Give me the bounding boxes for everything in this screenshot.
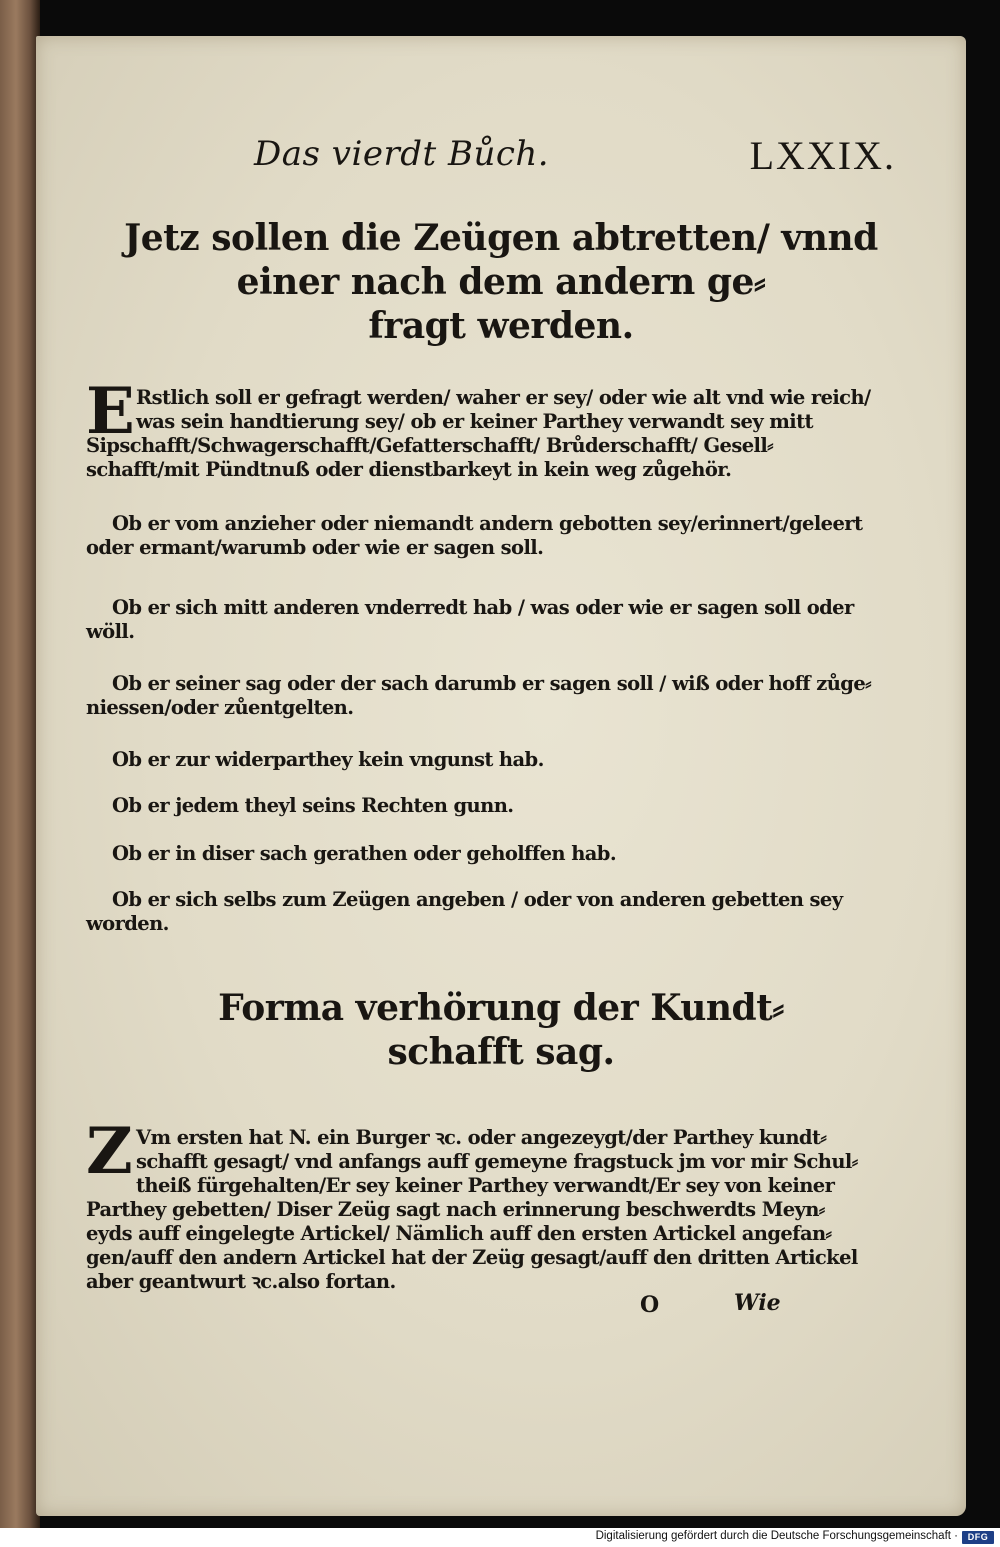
text-line: oder ermant/warumb oder wie er sagen soll. [86, 536, 544, 559]
heading-line: Jetz sollen die Zeügen abtretten/ vnnd [124, 217, 878, 259]
text-line: theiß fürgehalten/Er sey keiner Parthey verwandt/Er sey von keiner [136, 1174, 835, 1197]
paragraph-question [86, 794, 846, 818]
text-line: Parthey gebetten/ Diser Zeüg sagt nach erinnerung beschwerdts Meyn⸗ [86, 1198, 825, 1221]
page-content [36, 36, 966, 1516]
heading-line: Forma verhörung der Kundt⸗ [218, 987, 784, 1029]
book-page [36, 36, 966, 1516]
text-line: Vm ersten hat N. ein Burger ꝛc. oder angezeygt/der Parthey kundt⸗ [136, 1126, 827, 1149]
dfg-logo: DFG [962, 1531, 994, 1544]
paragraph-question [86, 672, 872, 720]
book-binding-edge [0, 0, 40, 1528]
digitization-footer [0, 1528, 1000, 1547]
paragraph-question [86, 842, 846, 866]
paragraph-testimony [86, 1114, 858, 1294]
text-line: Ob er in diser sach gerathen oder geholffen hab. [112, 842, 617, 865]
paragraph-question [86, 512, 863, 560]
heading-line: fragt werden. [368, 305, 634, 347]
section-heading-forma [36, 986, 966, 1074]
paragraph-question [86, 596, 854, 644]
text-line: Sipschafft/Schwagerschafft/Gefatterschafft/ Brůderschafft/ Gesell⸗ [86, 434, 774, 457]
catchword: Wie [734, 1290, 781, 1316]
text-line: Ob er sich selbs zum Zeügen angeben / oder von anderen gebetten sey [112, 888, 843, 911]
running-title: Das vierdt Bůch. [254, 134, 550, 174]
text-line: aber geantwurt ꝛc.also fortan. [86, 1270, 396, 1293]
paragraph-question [86, 748, 846, 772]
text-line: Rstlich soll er gefragt werden/ waher er sey/ oder wie alt vnd wie reich/ [136, 386, 871, 409]
drop-cap: E [86, 374, 135, 449]
paragraph-question [86, 888, 846, 936]
text-line: niessen/oder zůentgelten. [86, 696, 354, 719]
text-line: Ob er vom anzieher oder niemandt andern gebotten sey/erinnert/geleert [112, 512, 863, 535]
section-heading-witnesses [36, 216, 966, 348]
text-line: schafft gesagt/ vnd anfangs auff gemeyne fragstuck jm vor mir Schul⸗ [136, 1150, 858, 1173]
text-line: gen/auff den andern Artickel hat der Zeüg gesagt/auff den dritten Artickel [86, 1246, 858, 1269]
signature-mark: O [640, 1292, 660, 1318]
folio-number: LXXIX. [749, 133, 896, 178]
text-line: schafft/mit Pündtnuß oder dienstbarkeyt in kein weg zůgehör. [86, 458, 732, 481]
text-line: worden. [86, 912, 169, 935]
text-line: wöll. [86, 620, 135, 643]
text-line: Ob er jedem theyl seins Rechten gunn. [112, 794, 514, 817]
text-line: Ob er seiner sag oder der sach darumb er sagen soll / wiß oder hoff zůge⸗ [112, 672, 872, 695]
text-line: was sein handtierung sey/ ob er keiner Parthey verwandt sey mitt [136, 410, 813, 433]
text-line: eyds auff eingelegte Artickel/ Nämlich auff den ersten Artickel angefan⸗ [86, 1222, 832, 1245]
drop-cap: Z [86, 1114, 133, 1189]
paragraph-first-questions [86, 374, 871, 482]
heading-line: schafft sag. [387, 1031, 615, 1073]
text-line: Ob er sich mitt anderen vnderredt hab / was oder wie er sagen soll oder [112, 596, 854, 619]
text-line: Ob er zur widerparthey kein vngunst hab. [112, 748, 544, 771]
heading-line: einer nach dem andern ge⸗ [236, 261, 766, 303]
funding-credit: Digitalisierung gefördert durch die Deutsche Forschungsgemeinschaft · [595, 1530, 958, 1542]
